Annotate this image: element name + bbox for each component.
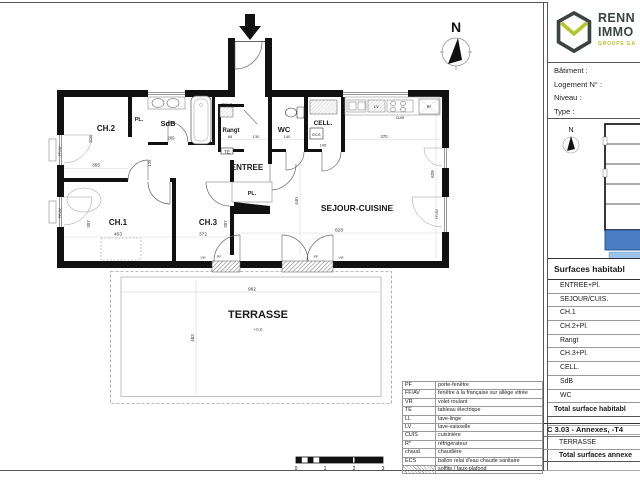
annexes-table bbox=[544, 423, 640, 471]
dim-sdb-w: 269 bbox=[167, 135, 175, 141]
tag-chaud: chaud. bbox=[220, 101, 234, 107]
legend-desc: chaudière bbox=[436, 449, 543, 457]
legend-desc: lave-linge bbox=[436, 415, 543, 423]
scale-0: 0 bbox=[294, 466, 298, 472]
legend-abbr: FF/AV bbox=[403, 390, 436, 398]
legend-table bbox=[402, 381, 543, 474]
legend-desc: soffite / faux-plafond bbox=[436, 466, 543, 474]
scale-bar bbox=[295, 457, 385, 472]
legend-row bbox=[403, 390, 543, 398]
legend-row bbox=[403, 432, 543, 440]
kitchen-counter bbox=[345, 97, 440, 115]
room-label-rangt: Rangt bbox=[222, 128, 240, 134]
entry-closet bbox=[232, 182, 272, 214]
room-labels bbox=[97, 117, 394, 321]
room-label-sejour: SEJOUR-CUISINE bbox=[320, 203, 394, 213]
terrace-elevation: +0,0 bbox=[253, 327, 263, 332]
field-batiment: Bâtiment : bbox=[554, 66, 588, 75]
empty-row bbox=[544, 462, 640, 471]
legend-abbr: CUIS bbox=[403, 432, 436, 440]
room-label-cell: CELL. bbox=[313, 120, 333, 127]
tag-te: TE bbox=[224, 149, 230, 155]
toilet-icon bbox=[286, 108, 297, 117]
field-niveau: Niveau : bbox=[554, 93, 582, 102]
legend-abbr: LV bbox=[403, 424, 436, 432]
legend-row bbox=[403, 424, 543, 432]
tag-r: R* bbox=[426, 104, 432, 109]
tag-lv: LV bbox=[374, 104, 379, 109]
surface-row: WC bbox=[548, 390, 640, 404]
dim-pl-w: 125 bbox=[147, 159, 152, 167]
dim-sejour-w: 628 bbox=[334, 228, 344, 234]
legend-row bbox=[403, 457, 543, 465]
key-apartment-highlight bbox=[605, 230, 640, 250]
tag-vr: VR bbox=[200, 256, 206, 260]
surfaces-table bbox=[548, 258, 640, 435]
bed-icon bbox=[101, 238, 141, 260]
dim-kitchen-w: 370 bbox=[380, 134, 388, 139]
dim-terrasse-w: 962 bbox=[247, 287, 257, 293]
dim-hall-w: 130 bbox=[252, 134, 260, 139]
tag-vr: VR bbox=[338, 256, 344, 260]
logo-line3: GROUPE GA bbox=[598, 41, 636, 47]
header-fields bbox=[548, 64, 640, 118]
entrance-arrow-icon bbox=[239, 14, 261, 40]
company-logo bbox=[548, 6, 640, 60]
dim-wc-w: 140 bbox=[283, 134, 291, 139]
surface-row: Rangt bbox=[548, 335, 640, 349]
tag-ffav: FF/AV bbox=[58, 146, 62, 156]
sink-icon bbox=[167, 99, 179, 108]
legend-abbr: PF bbox=[403, 382, 436, 390]
panel-divider bbox=[548, 62, 640, 63]
legend-row bbox=[403, 382, 543, 390]
legend-row bbox=[403, 466, 543, 474]
room-label-ch2: CH.2 bbox=[96, 124, 116, 133]
tag-pf: PF bbox=[313, 255, 319, 259]
room-label-pl-ch2: PL. bbox=[134, 117, 144, 123]
dim-ch2-h: 316 bbox=[88, 135, 93, 143]
entrance-vestibule bbox=[235, 14, 265, 69]
room-label-terrasse: TERRASSE bbox=[228, 309, 288, 321]
dim-ch3-h: 307 bbox=[223, 220, 228, 228]
dim-rangt-w: 68 bbox=[227, 134, 233, 139]
surface-row: ENTREE+Pl. bbox=[548, 280, 640, 294]
dim-terrasse-h: 483 bbox=[190, 334, 195, 342]
legend-row bbox=[403, 440, 543, 448]
siteplan-north-needle-icon bbox=[567, 136, 575, 151]
north-arrow bbox=[440, 19, 472, 70]
legend-desc: volet roulant bbox=[436, 398, 543, 406]
tag-ecs: ECS bbox=[312, 132, 321, 137]
legend-abbr: LL bbox=[403, 415, 436, 423]
bedroom-furniture bbox=[67, 188, 141, 260]
legend-desc: réfrigérateur bbox=[436, 440, 543, 448]
title-block bbox=[547, 2, 640, 470]
annexes-total: Total surfaces annexe bbox=[544, 450, 640, 462]
legend-desc: cuisinière bbox=[436, 432, 543, 440]
room-label-entree: ENTREE bbox=[230, 163, 264, 172]
room-label-sdb: SdB bbox=[160, 119, 176, 128]
tag-ffav: FF/AV bbox=[435, 209, 439, 219]
legend-desc: porte-fenêtre bbox=[436, 382, 543, 390]
legend-row bbox=[403, 449, 543, 457]
field-logement: Logement N° : bbox=[554, 79, 603, 89]
scale-3: 3 bbox=[381, 466, 385, 472]
legend-desc: ballon relai d'eau chaude sanitaire bbox=[436, 457, 543, 465]
dim-ch1-w: 403 bbox=[113, 232, 123, 238]
legend-abbr: ECS bbox=[403, 457, 436, 465]
surface-row: SEJOUR/CUIS. bbox=[548, 294, 640, 308]
legend-abbr: R* bbox=[403, 440, 436, 448]
dim-ch2-w: 365 bbox=[91, 163, 101, 169]
legend-desc: fenêtre à la française sur allège vitrée bbox=[436, 390, 543, 398]
dim-ch3-w: 372 bbox=[198, 232, 208, 238]
tag-pf: PF bbox=[216, 255, 222, 259]
surfaces-total: Total surface habitabl bbox=[548, 403, 640, 417]
scale-2: 2 bbox=[352, 466, 356, 472]
boiler-icon bbox=[220, 107, 233, 117]
legend-abbr: TE bbox=[403, 407, 436, 415]
legend-row bbox=[403, 407, 543, 415]
room-label-ch3: CH.3 bbox=[198, 218, 218, 227]
dim-cell-w: 106 bbox=[319, 142, 327, 148]
room-label-wc: WC bbox=[277, 125, 291, 134]
washer-icon bbox=[310, 100, 337, 114]
legend-row bbox=[403, 415, 543, 423]
siteplan-north-label: N bbox=[568, 127, 574, 134]
surface-row: CELL. bbox=[548, 362, 640, 376]
key-building-outline bbox=[603, 124, 640, 230]
north-label: N bbox=[450, 19, 462, 35]
dim-depth: 628 bbox=[430, 170, 435, 178]
surfaces-title: Surfaces habitabl bbox=[548, 258, 640, 280]
tag-cuis: CUIS bbox=[395, 115, 405, 120]
field-type: Type : bbox=[554, 106, 575, 116]
room-label-pl-entree: PL. bbox=[247, 191, 257, 197]
legend-abbr: chaud. bbox=[403, 449, 436, 457]
logo-hexagon-icon bbox=[554, 9, 594, 55]
toilet-tank bbox=[297, 107, 304, 118]
room-label-ch1: CH.1 bbox=[108, 218, 128, 227]
logo-line2: IMMO bbox=[598, 25, 634, 39]
dim-sejour-h: 440 bbox=[294, 197, 299, 205]
scale-1: 1 bbox=[323, 466, 327, 472]
legend-row bbox=[403, 398, 543, 406]
north-needle-icon bbox=[448, 38, 462, 64]
logo-line1: RENN bbox=[598, 11, 636, 25]
tag-ffav: FF/AV bbox=[58, 208, 62, 218]
surface-row: CH.3+Pl. bbox=[548, 348, 640, 362]
soffit-hatch-swatch bbox=[403, 466, 436, 474]
surface-row: CH.2+Pl. bbox=[548, 321, 640, 335]
sink-icon bbox=[152, 99, 164, 108]
legend-abbr: VR bbox=[403, 398, 436, 406]
surface-row: CH.1 bbox=[548, 307, 640, 321]
legend-desc: lave-vaisselle bbox=[436, 424, 543, 432]
legend-desc: tableau électrique bbox=[436, 407, 543, 415]
annex-row: TERRASSE bbox=[544, 437, 640, 450]
site-key-plan bbox=[548, 119, 640, 259]
surface-row: SdB bbox=[548, 376, 640, 390]
dim-ch1-h: 307 bbox=[86, 220, 91, 228]
annexes-title: C 3.03 - Annexes, -T4 bbox=[544, 424, 640, 437]
